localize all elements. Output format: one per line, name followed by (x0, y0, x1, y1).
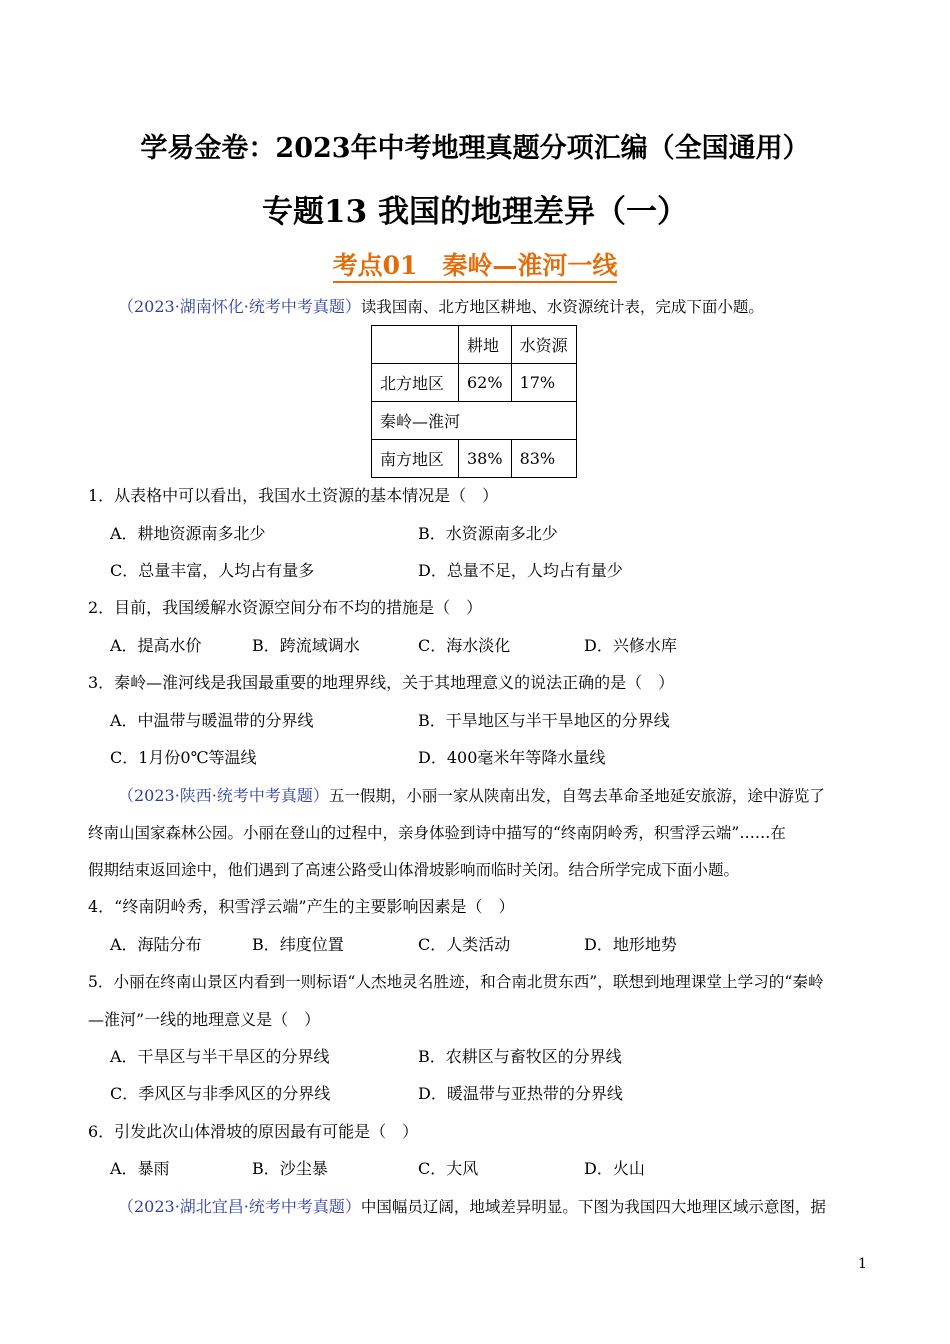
question-1-stem: 1．从表格中可以看出，我国水土资源的基本情况是（ ） (88, 486, 499, 505)
question-1-option-d: D．总量不足，人均占有量少 (418, 561, 623, 580)
question-4-option-c: C．人类活动 (418, 935, 511, 954)
group2-intro-line-1: 五一假期，小丽一家从陕南出发，自驾去革命圣地延安旅游，途中游览了 (328, 787, 825, 805)
group1-source: （2023·湖南怀化·统考中考真题） (118, 297, 361, 316)
question-6-option-a: A．暴雨 (110, 1159, 170, 1178)
question-2-stem: 2．目前，我国缓解水资源空间分布不均的措施是（ ） (88, 598, 483, 617)
question-6-stem: 6．引发此次山体滑坡的原因最有可能是（ ） (88, 1122, 419, 1141)
table-header-water: 水资源 (511, 326, 576, 364)
question-3-option-d: D．400毫米年等降水量线 (418, 748, 606, 767)
question-4-option-a: A．海陆分布 (110, 935, 202, 954)
question-4-stem: 4．“终南阴岭秀，积雪浮云端”产生的主要影响因素是（ ） (88, 897, 515, 916)
question-3-option-a: A．中温带与暖温带的分界线 (110, 711, 314, 730)
table-cell (372, 326, 459, 364)
question-2-option-b: B．跨流域调水 (252, 636, 360, 655)
table-cell: 北方地区 (372, 364, 459, 402)
group2-intro-line-3: 假期结束返回途中，他们遇到了高速公路受山体滑坡影响而临时关闭。结合所学完成下面小题。 (88, 861, 740, 879)
table-row (372, 326, 577, 364)
group3-source: （2023·湖北宜昌·统考中考真题） (118, 1197, 361, 1216)
group3-intro (118, 1197, 826, 1217)
question-2-option-d: D．兴修水库 (584, 636, 677, 655)
question-1-option-b: B．水资源南多北少 (418, 524, 558, 543)
group2-intro (118, 786, 825, 806)
question-1-option-c: C．总量丰富，人均占有量多 (110, 561, 315, 580)
question-3-stem: 3．秦岭—淮河线是我国最重要的地理界线，关于其地理意义的说法正确的是（ ） (88, 673, 675, 692)
question-5-stem-line-2: —淮河”一线的地理意义是（ ） (88, 1010, 321, 1029)
question-6-option-c: C．大风 (418, 1159, 479, 1178)
group2-source: （2023·陕西·统考中考真题） (118, 786, 329, 805)
group2-intro-line-2: 终南山国家森林公园。小丽在登山的过程中，亲身体验到诗中描写的“终南阴岭秀，积雪浮云端”……在 (88, 824, 786, 842)
question-5-option-b: B．农耕区与畜牧区的分界线 (418, 1047, 622, 1066)
table-cell: 17% (511, 364, 576, 402)
question-2-option-c: C．海水淡化 (418, 636, 511, 655)
table-divider-cell: 秦岭—淮河 (372, 402, 577, 440)
resource-table (371, 325, 577, 478)
table-row (372, 440, 577, 478)
question-4-option-b: B．纬度位置 (252, 935, 344, 954)
section-heading (0, 246, 950, 282)
question-3-option-c: C．1月份0℃等温线 (110, 748, 257, 767)
question-4-option-d: D．地形地势 (584, 935, 677, 954)
section-heading-text: 考点01 秦岭—淮河一线 (333, 251, 618, 283)
question-5-option-a: A．干旱区与半干旱区的分界线 (110, 1047, 330, 1066)
question-2-option-a: A．提高水价 (110, 636, 202, 655)
table-cell: 38% (459, 440, 512, 478)
group1-intro-text: 读我国南、北方地区耕地、水资源统计表，完成下面小题。 (360, 298, 764, 316)
table-row (372, 402, 577, 440)
question-3-option-b: B．干旱地区与半干旱地区的分界线 (418, 711, 670, 730)
table-cell: 83% (511, 440, 576, 478)
question-6-option-d: D．火山 (584, 1159, 645, 1178)
document-title: 学易金卷：2023年中考地理真题分项汇编（全国通用） (140, 133, 810, 164)
document-subtitle: 专题13 我国的地理差异（一） (262, 194, 688, 230)
page-number: 1 (858, 1256, 867, 1272)
question-6-option-b: B．沙尘暴 (252, 1159, 328, 1178)
question-5-stem-line-1: 5．小丽在终南山景区内看到一则标语“人杰地灵名胜迹，和合南北贯东西”，联想到地理课堂上学习的“秦岭 (88, 973, 824, 991)
question-5-option-c: C．季风区与非季风区的分界线 (110, 1084, 331, 1103)
table-cell: 62% (459, 364, 512, 402)
table-cell: 南方地区 (372, 440, 459, 478)
table-header-arable: 耕地 (459, 326, 512, 364)
question-1-option-a: A．耕地资源南多北少 (110, 524, 266, 543)
group3-intro-text: 中国幅员辽阔，地域差异明显。下图为我国四大地理区域示意图，据 (360, 1198, 826, 1216)
question-5-option-d: D．暖温带与亚热带的分界线 (418, 1084, 623, 1103)
table-row (372, 364, 577, 402)
group1-intro (118, 297, 764, 317)
